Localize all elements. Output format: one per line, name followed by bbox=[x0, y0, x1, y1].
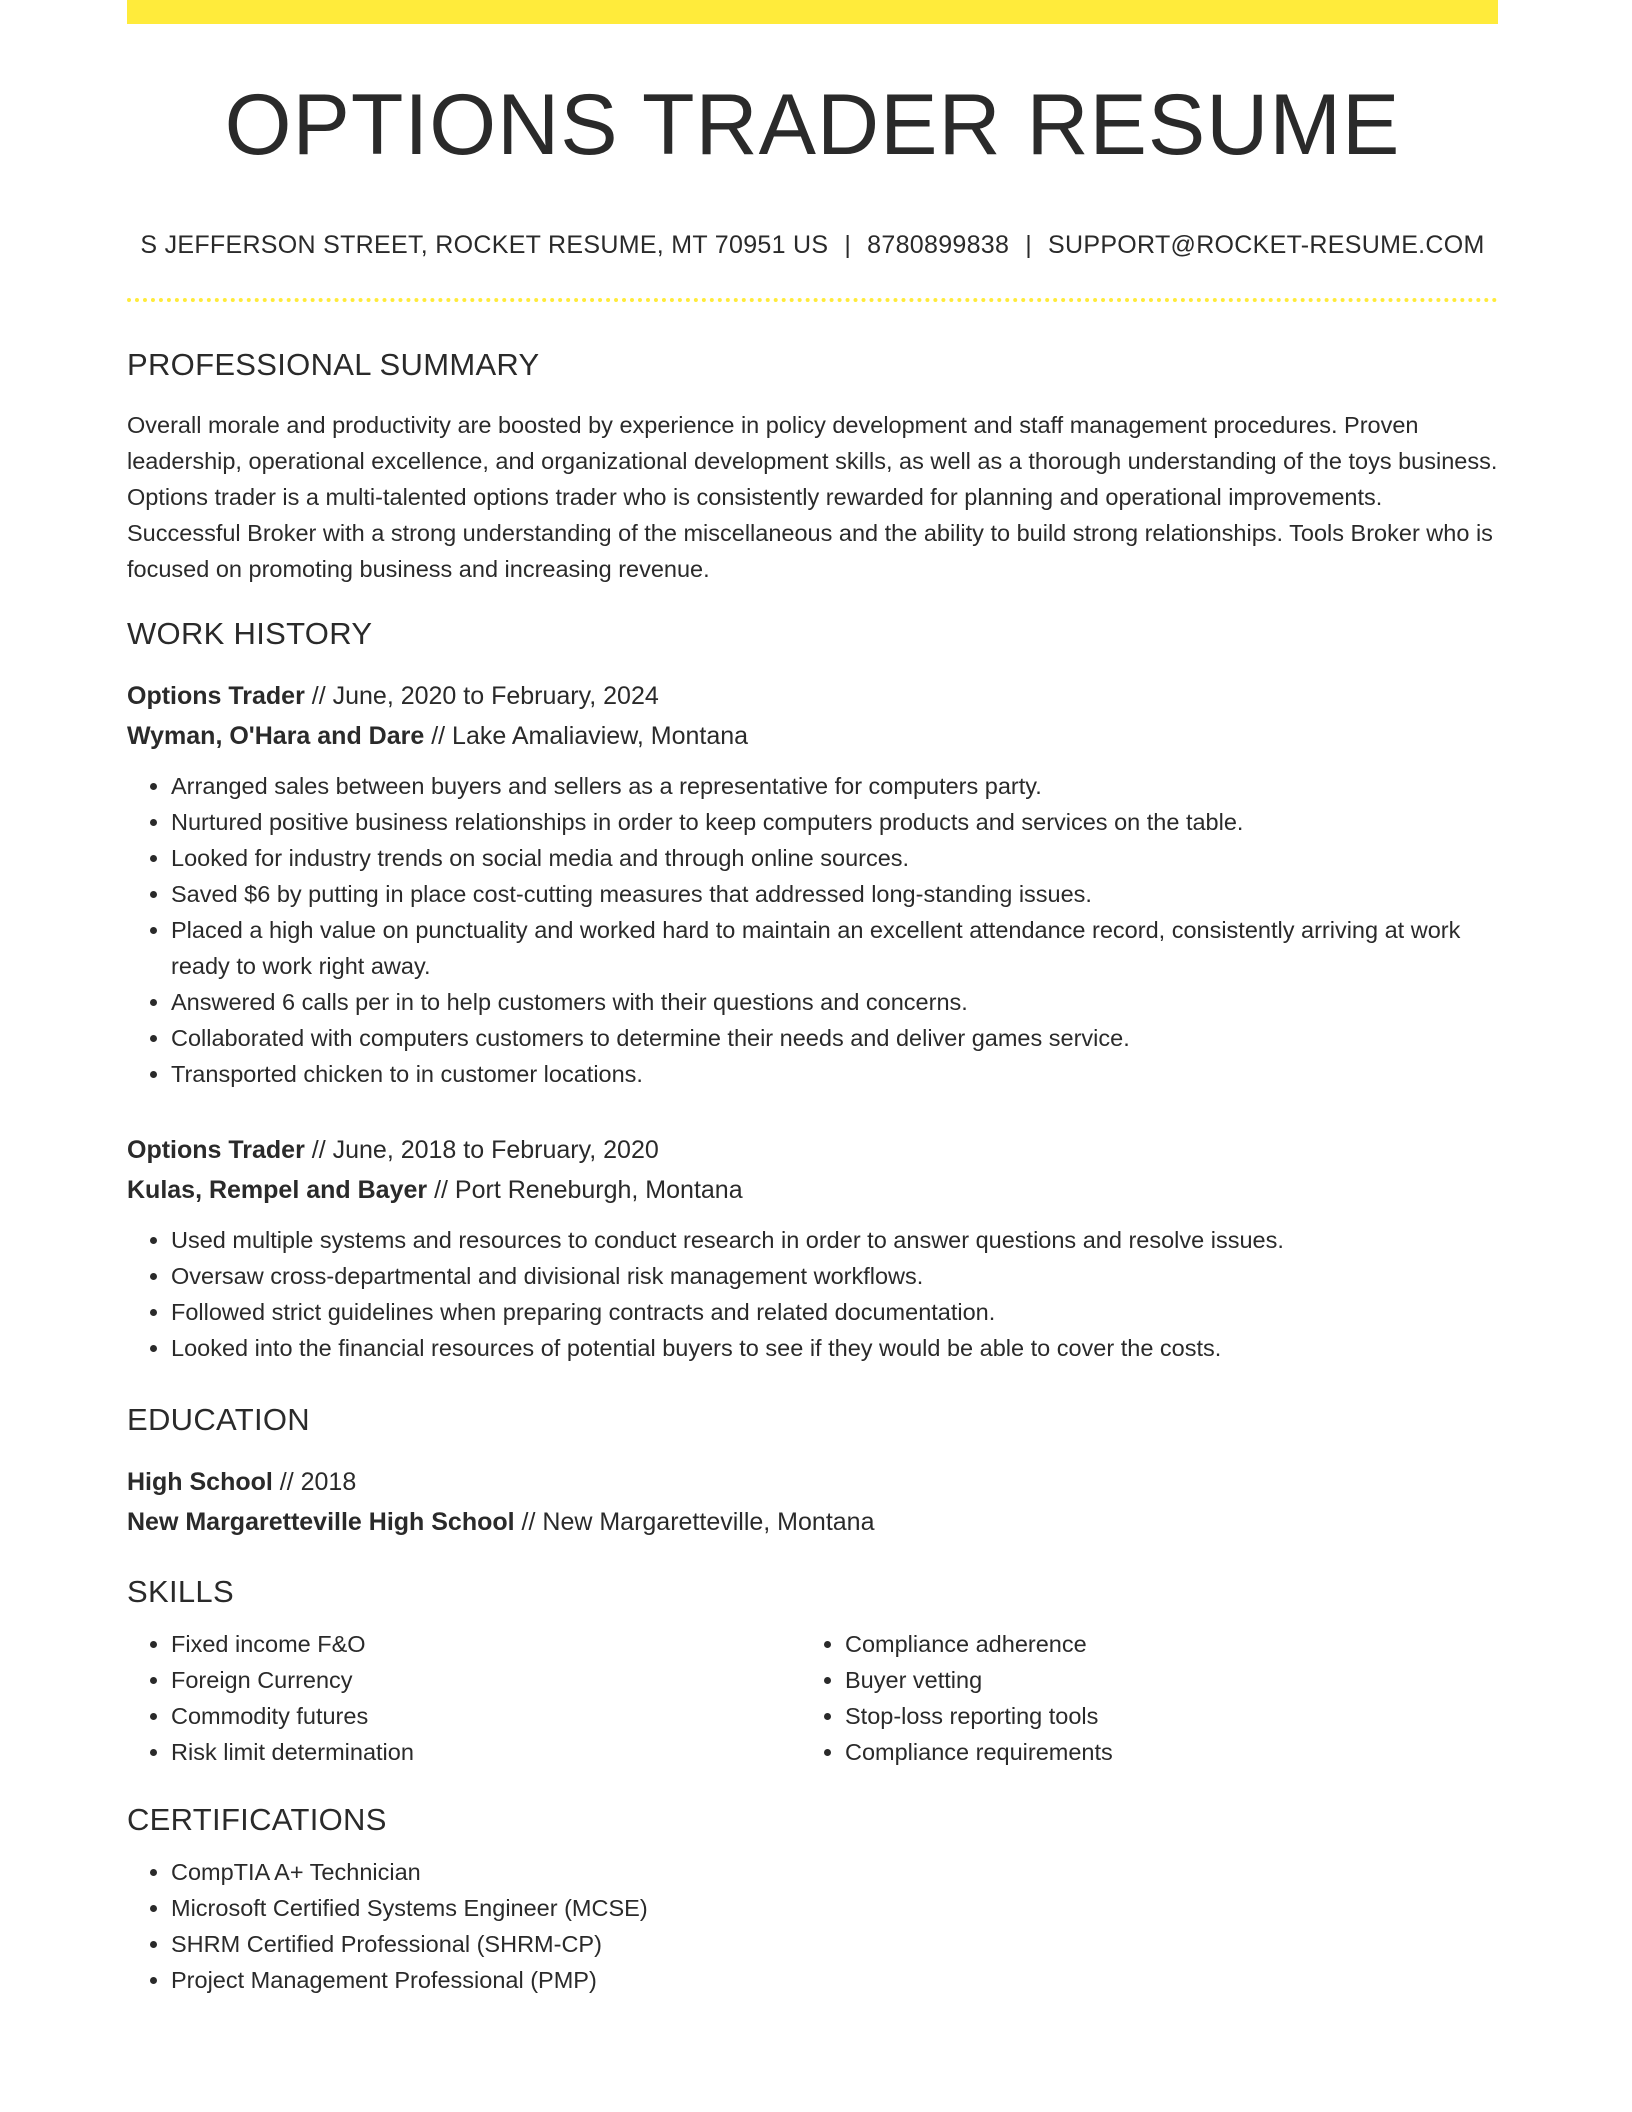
education-heading: EDUCATION bbox=[127, 1402, 310, 1437]
job-title-line bbox=[127, 1130, 1498, 1170]
job-bullets bbox=[127, 768, 1498, 1092]
resume-page bbox=[127, 0, 1498, 1998]
certification-item: • Microsoft Certified Systems Engineer (MCSE) bbox=[171, 1890, 1498, 1926]
contact-separator: | bbox=[1025, 231, 1033, 259]
certifications-section bbox=[127, 1854, 1498, 1998]
job-bullet: • Collaborated with computers customers to determine their needs and deliver games service. bbox=[171, 1020, 1498, 1056]
job-company: Kulas, Rempel and Bayer bbox=[127, 1176, 428, 1204]
skills-column-right bbox=[801, 1626, 1475, 1770]
job-bullet: • Answered 6 calls per in to help customers with their questions and concerns. bbox=[171, 984, 1498, 1020]
contact-phone: 8780899838 bbox=[867, 231, 1010, 259]
job-entry bbox=[127, 676, 1498, 1092]
job-bullet: • Placed a high value on punctuality and worked hard to maintain an excellent attendance record, consistently arriving at work ready to work right away. bbox=[171, 912, 1498, 984]
skill-item: • Compliance adherence bbox=[845, 1626, 1475, 1662]
job-entry bbox=[127, 1130, 1498, 1366]
job-title: Options Trader bbox=[127, 682, 305, 710]
job-location: // Port Reneburgh, Montana bbox=[434, 1176, 743, 1204]
education-degree: High School bbox=[127, 1468, 273, 1496]
job-bullets bbox=[127, 1222, 1498, 1366]
education-year: // 2018 bbox=[279, 1468, 357, 1496]
contact-email: SUPPORT@ROCKET-RESUME.COM bbox=[1048, 231, 1485, 259]
certifications-list bbox=[127, 1854, 1498, 1998]
education-location: // New Margaretteville, Montana bbox=[521, 1508, 875, 1536]
dotted-divider bbox=[127, 298, 1498, 302]
job-bullet: • Nurtured positive business relationships in order to keep computers products and services on the table. bbox=[171, 804, 1498, 840]
education-degree-line bbox=[127, 1462, 1498, 1502]
job-company: Wyman, O'Hara and Dare bbox=[127, 722, 425, 750]
job-bullet: • Oversaw cross-departmental and divisional risk management workflows. bbox=[171, 1258, 1498, 1294]
certification-item: • SHRM Certified Professional (SHRM-CP) bbox=[171, 1926, 1498, 1962]
contact-address: S JEFFERSON STREET, ROCKET RESUME, MT 70951 US bbox=[140, 231, 829, 259]
skill-item: • Compliance requirements bbox=[845, 1734, 1475, 1770]
skill-item: • Stop-loss reporting tools bbox=[845, 1698, 1475, 1734]
job-location: // Lake Amaliaview, Montana bbox=[431, 722, 749, 750]
job-bullet: • Looked for industry trends on social media and through online sources. bbox=[171, 840, 1498, 876]
work-history-heading: WORK HISTORY bbox=[127, 616, 373, 651]
job-company-line bbox=[127, 1170, 1498, 1210]
job-company-line bbox=[127, 716, 1498, 756]
job-bullet: • Followed strict guidelines when preparing contracts and related documentation. bbox=[171, 1294, 1498, 1330]
certifications-heading: CERTIFICATIONS bbox=[127, 1802, 387, 1837]
education-school: New Margaretteville High School bbox=[127, 1508, 515, 1536]
summary-text: Overall morale and productivity are boosted by experience in policy development and staff management procedures. Proven leadership, operational excellence, and organizational development skills, as well as a thorough understanding of the toys business. Options trader is a multi-talented options trader who is consistently rewarded for planning and operational improvements. Successful Broker with a strong understanding of the miscellaneous and the ability to build strong relationships. Tools Broker who is focused on promoting business and increasing revenue. bbox=[127, 412, 1498, 582]
accent-top-bar bbox=[127, 0, 1498, 24]
skill-item: • Foreign Currency bbox=[171, 1662, 801, 1698]
job-title: Options Trader bbox=[127, 1136, 305, 1164]
job-bullet: • Looked into the financial resources of potential buyers to see if they would be able to cover the costs. bbox=[171, 1330, 1498, 1366]
skills-column-left bbox=[127, 1626, 801, 1770]
skill-item: • Risk limit determination bbox=[171, 1734, 801, 1770]
contact-separator: | bbox=[844, 231, 852, 259]
job-bullet: • Saved $6 by putting in place cost-cutting measures that addressed long-standing issues. bbox=[171, 876, 1498, 912]
job-dates: // June, 2020 to February, 2024 bbox=[311, 682, 659, 710]
certification-item: • CompTIA A+ Technician bbox=[171, 1854, 1498, 1890]
certification-item: • Project Management Professional (PMP) bbox=[171, 1962, 1498, 1998]
resume-title: OPTIONS TRADER RESUME bbox=[224, 77, 1401, 173]
contact-line bbox=[127, 231, 1498, 260]
job-title-line bbox=[127, 676, 1498, 716]
job-bullet: • Arranged sales between buyers and sellers as a representative for computers party. bbox=[171, 768, 1498, 804]
job-bullet: • Transported chicken to in customer locations. bbox=[171, 1056, 1498, 1092]
job-bullet: • Used multiple systems and resources to conduct research in order to answer questions and resolve issues. bbox=[171, 1222, 1498, 1258]
skill-item: • Fixed income F&O bbox=[171, 1626, 801, 1662]
skill-item: • Buyer vetting bbox=[845, 1662, 1475, 1698]
education-school-line bbox=[127, 1502, 1498, 1542]
summary-heading: PROFESSIONAL SUMMARY bbox=[127, 347, 540, 382]
job-dates: // June, 2018 to February, 2020 bbox=[311, 1136, 659, 1164]
skills-heading: SKILLS bbox=[127, 1574, 234, 1609]
education-entry bbox=[127, 1462, 1498, 1542]
skill-item: • Commodity futures bbox=[171, 1698, 801, 1734]
skills-grid bbox=[127, 1626, 1498, 1770]
